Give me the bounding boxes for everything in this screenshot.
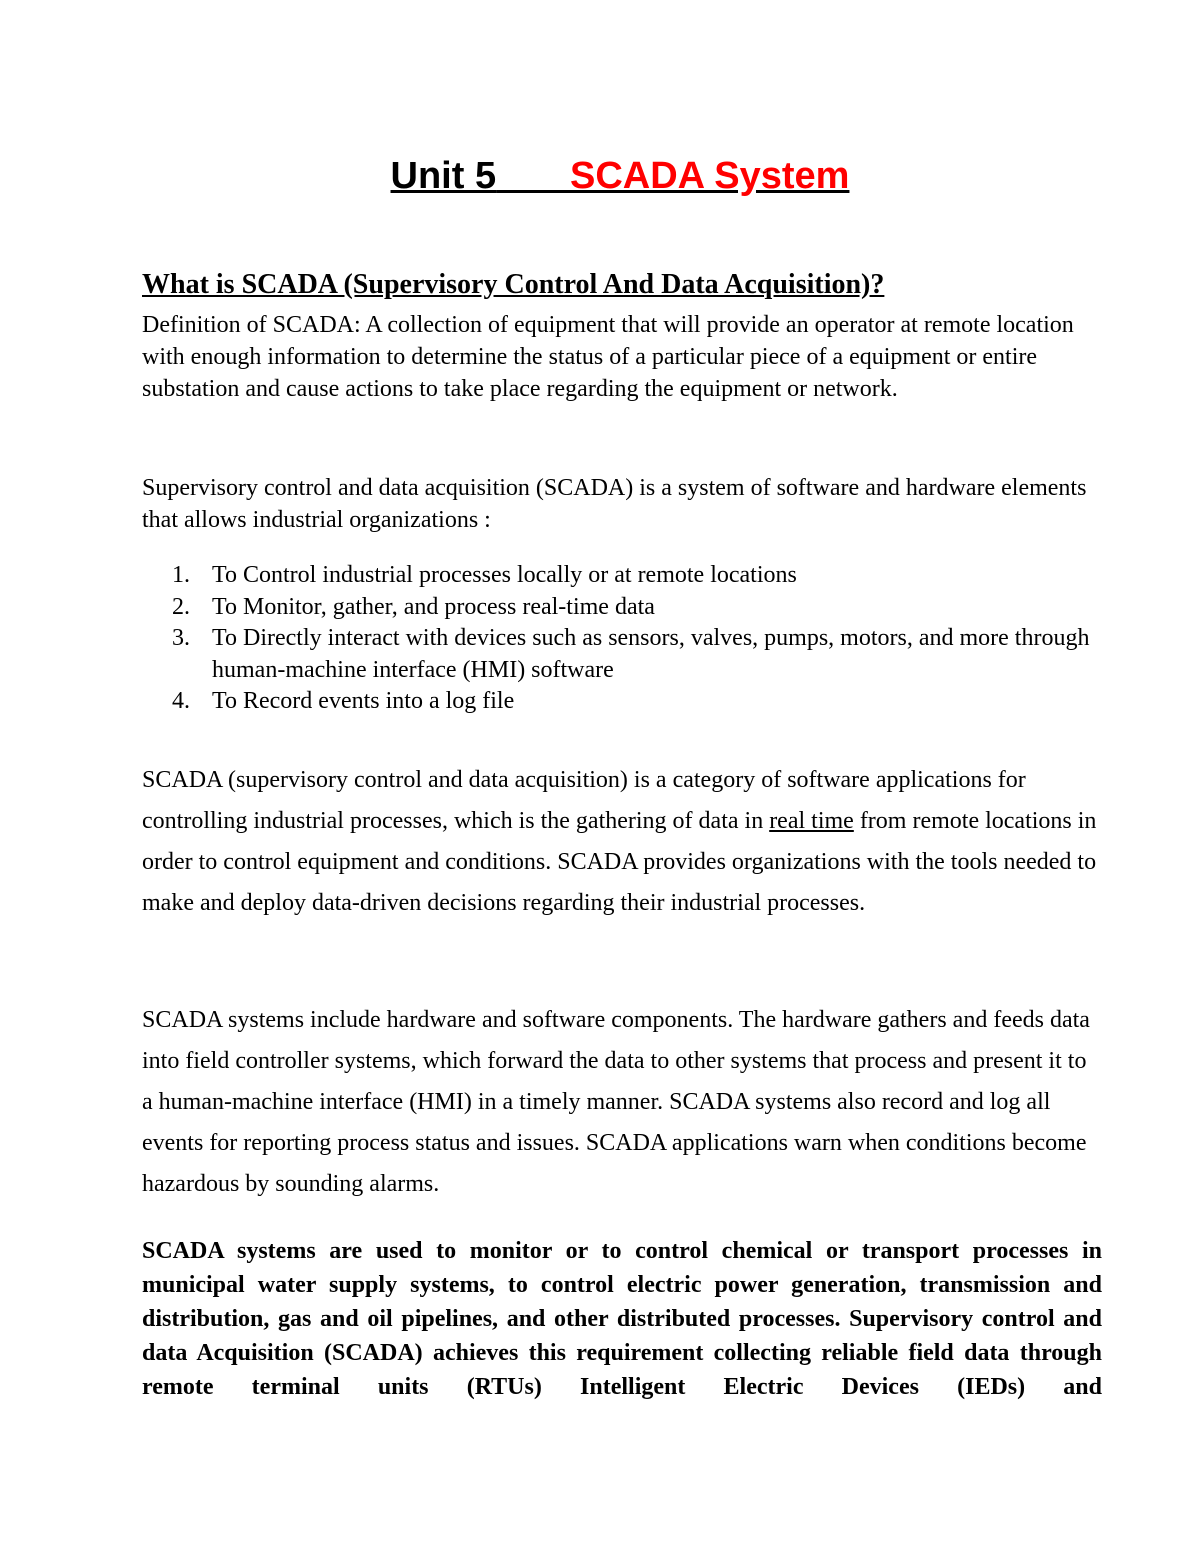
purpose-list [172,560,1102,718]
definition-paragraph: Definition of SCADA: A collection of equipment that will provide an operator at remote location with enough information to determine the status of a particular piece of a equipment or entire substation and cause actions to take place regarding the equipment or network. [142,312,1074,402]
list-item [172,560,1102,592]
list-text: To Monitor, gather, and process real-time data [212,593,655,620]
list-item [172,686,1102,718]
list-text: To Record events into a log file [212,688,515,714]
list-text: To Control industrial processes locally or at remote locations [212,562,797,588]
list-item [172,592,1102,624]
list-item [172,623,1102,686]
list-text: To Directly interact with devices such as sensors, valves, pumps, motors, and more through human-machine interface (HMI) software [212,625,1090,683]
list-number: 2. [172,593,190,620]
real-time-link[interactable]: real time [769,808,854,834]
components-paragraph: SCADA systems include hardware and software components. The hardware gathers and feeds data into field controller systems, which forward the data to other systems that process and present it to a human-machine interface (HMI) in a timely manner. SCADA systems also record and log all events for reporting process status and issues. SCADA applications warn when conditions become hazardous by sounding alarms. [142,1007,1090,1197]
section-heading: What is SCADA (Supervisory Control And Data Acquisition)? [142,269,885,300]
list-number: 4. [172,688,190,714]
category-paragraph: SCADA (supervisory control and data acquisition) is a category of software applications for controlling industrial processes, which is the gathering of data in real time from remote locations in order to control equipment and conditions. SCADA provides organizations with the tools needed to make and deploy data-driven decisions regarding their industrial processes. [142,767,1097,916]
intro-paragraph: Supervisory control and data acquisition (SCADA) is a system of software and hardware elements that allows industrial organizations : [142,475,1087,533]
title-subject: SCADA System [570,155,850,197]
list-number: 3. [172,625,190,651]
applications-paragraph: SCADA systems are used to monitor or to control chemical or transport processes in municipal water supply systems, to control electric power generation, transmission and distribution, gas and oil pipelines, and other distributed processes. Supervisory control and data Acquisition (SCADA) achieves this requirement collecting reliable field data through remote terminal units (RTUs) Intelligent Electric Devices (IEDs) and [142,1238,1102,1400]
page-title [0,150,1200,202]
list-number: 1. [172,562,190,588]
title-unit: Unit 5 [390,155,497,197]
